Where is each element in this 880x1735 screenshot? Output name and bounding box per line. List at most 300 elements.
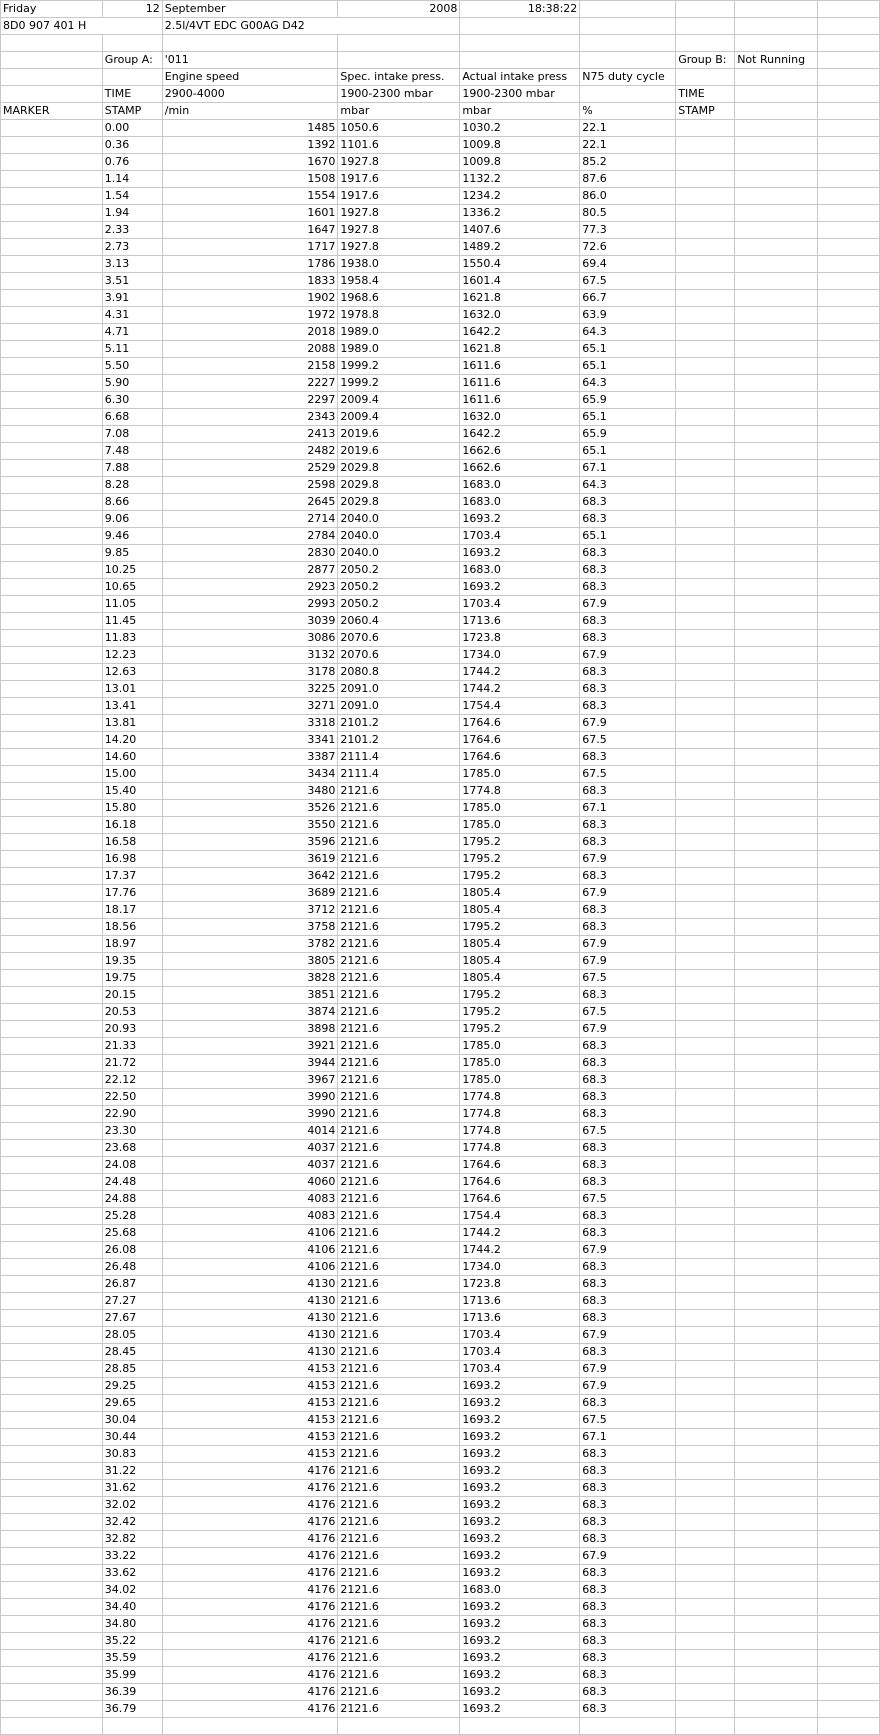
time-stamp-cell[interactable]: 5.11 <box>102 341 162 358</box>
empty-cell[interactable] <box>735 749 818 766</box>
empty-cell[interactable] <box>735 1310 818 1327</box>
empty-cell[interactable] <box>580 35 676 52</box>
empty-cell[interactable] <box>735 1718 818 1735</box>
empty-cell[interactable] <box>460 35 580 52</box>
empty-cell[interactable] <box>735 800 818 817</box>
empty-cell[interactable] <box>818 324 880 341</box>
engine-speed-cell[interactable]: 2877 <box>162 562 338 579</box>
empty-cell[interactable] <box>818 1004 880 1021</box>
empty-cell[interactable] <box>735 902 818 919</box>
empty-cell[interactable] <box>735 443 818 460</box>
time-stamp-cell[interactable]: 24.88 <box>102 1191 162 1208</box>
time-stamp-cell[interactable]: 22.90 <box>102 1106 162 1123</box>
engine-speed-cell[interactable]: 1392 <box>162 137 338 154</box>
engine-speed-cell[interactable]: 3039 <box>162 613 338 630</box>
n75-cell[interactable]: 65.1 <box>580 443 676 460</box>
empty-cell[interactable] <box>1 1650 103 1667</box>
empty-cell[interactable] <box>676 817 735 834</box>
empty-cell[interactable] <box>818 69 880 86</box>
n75-cell[interactable]: 68.3 <box>580 1446 676 1463</box>
empty-cell[interactable] <box>735 290 818 307</box>
engine-speed-cell[interactable]: 3526 <box>162 800 338 817</box>
empty-cell[interactable] <box>1 1004 103 1021</box>
empty-cell[interactable] <box>818 732 880 749</box>
time-stamp-cell[interactable]: 5.90 <box>102 375 162 392</box>
time-stamp-cell[interactable]: 15.40 <box>102 783 162 800</box>
n75-cell[interactable]: 68.3 <box>580 613 676 630</box>
time-stamp-cell[interactable]: 35.59 <box>102 1650 162 1667</box>
speed-range-cell[interactable]: 2900-4000 <box>162 86 338 103</box>
empty-cell[interactable] <box>1 1293 103 1310</box>
time-stamp-cell[interactable]: 2.33 <box>102 222 162 239</box>
engine-speed-cell[interactable]: 4083 <box>162 1208 338 1225</box>
engine-speed-cell[interactable]: 4176 <box>162 1633 338 1650</box>
engine-speed-cell[interactable]: 4083 <box>162 1191 338 1208</box>
empty-cell[interactable] <box>676 783 735 800</box>
time-stamp-cell[interactable]: 12.23 <box>102 647 162 664</box>
empty-cell[interactable] <box>1 1667 103 1684</box>
empty-cell[interactable] <box>1 1174 103 1191</box>
engine-speed-cell[interactable]: 4153 <box>162 1412 338 1429</box>
empty-cell[interactable] <box>735 1599 818 1616</box>
empty-cell[interactable] <box>818 970 880 987</box>
empty-cell[interactable] <box>676 766 735 783</box>
empty-cell[interactable] <box>735 919 818 936</box>
n75-cell[interactable]: 68.3 <box>580 681 676 698</box>
empty-cell[interactable] <box>735 613 818 630</box>
empty-cell[interactable] <box>735 120 818 137</box>
empty-cell[interactable] <box>1 1344 103 1361</box>
empty-cell[interactable] <box>676 324 735 341</box>
empty-cell[interactable] <box>818 188 880 205</box>
engine-speed-cell[interactable]: 3596 <box>162 834 338 851</box>
empty-cell[interactable] <box>1 851 103 868</box>
empty-cell[interactable] <box>1 1225 103 1242</box>
actual-intake-cell[interactable]: 1774.8 <box>460 1123 580 1140</box>
engine-speed-cell[interactable]: 4176 <box>162 1582 338 1599</box>
spec-intake-cell[interactable]: 1101.6 <box>338 137 460 154</box>
empty-cell[interactable] <box>676 834 735 851</box>
n75-cell[interactable]: 68.3 <box>580 664 676 681</box>
empty-cell[interactable] <box>735 1225 818 1242</box>
engine-speed-cell[interactable]: 1902 <box>162 290 338 307</box>
engine-speed-cell[interactable]: 2297 <box>162 392 338 409</box>
actual-intake-cell[interactable]: 1785.0 <box>460 800 580 817</box>
empty-cell[interactable] <box>818 1123 880 1140</box>
empty-cell[interactable] <box>676 851 735 868</box>
engine-speed-cell[interactable]: 4176 <box>162 1701 338 1718</box>
time-stamp-cell[interactable]: 0.36 <box>102 137 162 154</box>
actual-intake-cell[interactable]: 1703.4 <box>460 1344 580 1361</box>
actual-intake-cell[interactable]: 1693.2 <box>460 1548 580 1565</box>
empty-cell[interactable] <box>818 1225 880 1242</box>
spec-intake-cell[interactable]: 1968.6 <box>338 290 460 307</box>
n75-cell[interactable]: 68.3 <box>580 1089 676 1106</box>
empty-cell[interactable] <box>735 817 818 834</box>
empty-cell[interactable] <box>676 1174 735 1191</box>
empty-cell[interactable] <box>818 579 880 596</box>
empty-cell[interactable] <box>676 1480 735 1497</box>
actual-intake-cell[interactable]: 1785.0 <box>460 1038 580 1055</box>
n75-cell[interactable]: 68.3 <box>580 1463 676 1480</box>
empty-cell[interactable] <box>735 1 818 18</box>
actual-intake-cell[interactable]: 1693.2 <box>460 1514 580 1531</box>
empty-cell[interactable] <box>735 647 818 664</box>
time-stamp-cell[interactable]: 9.46 <box>102 528 162 545</box>
actual-intake-cell[interactable]: 1693.2 <box>460 1565 580 1582</box>
spec-intake-cell[interactable]: 2050.2 <box>338 579 460 596</box>
actual-intake-cell[interactable]: 1693.2 <box>460 1701 580 1718</box>
empty-cell[interactable] <box>818 1293 880 1310</box>
n75-cell[interactable]: 67.5 <box>580 766 676 783</box>
spec-intake-cell[interactable]: 1999.2 <box>338 375 460 392</box>
spec-intake-cell[interactable]: 2121.6 <box>338 1412 460 1429</box>
empty-cell[interactable] <box>676 1327 735 1344</box>
empty-cell[interactable] <box>1 1191 103 1208</box>
engine-speed-cell[interactable]: 3642 <box>162 868 338 885</box>
n75-cell[interactable]: 67.9 <box>580 1327 676 1344</box>
time-stamp-cell[interactable]: 14.60 <box>102 749 162 766</box>
spec-intake-cell[interactable]: 2121.6 <box>338 1259 460 1276</box>
empty-cell[interactable] <box>1 1089 103 1106</box>
empty-cell[interactable] <box>818 783 880 800</box>
spec-intake-cell[interactable]: 2121.6 <box>338 902 460 919</box>
n75-cell[interactable]: 68.3 <box>580 1225 676 1242</box>
engine-speed-cell[interactable]: 4153 <box>162 1429 338 1446</box>
n75-cell[interactable]: 68.3 <box>580 1344 676 1361</box>
time-stamp-cell[interactable]: 19.75 <box>102 970 162 987</box>
empty-cell[interactable] <box>735 1344 818 1361</box>
actual-intake-cell[interactable]: 1030.2 <box>460 120 580 137</box>
engine-speed-cell[interactable]: 4130 <box>162 1344 338 1361</box>
actual-intake-cell[interactable]: 1683.0 <box>460 562 580 579</box>
spec-intake-cell[interactable]: 2121.6 <box>338 1242 460 1259</box>
empty-cell[interactable] <box>818 1055 880 1072</box>
empty-cell[interactable] <box>818 987 880 1004</box>
spec-intake-cell[interactable]: 2121.6 <box>338 1548 460 1565</box>
empty-cell[interactable] <box>1 579 103 596</box>
actual-intake-cell[interactable]: 1009.8 <box>460 154 580 171</box>
empty-cell[interactable] <box>818 494 880 511</box>
empty-cell[interactable] <box>818 953 880 970</box>
actual-intake-cell[interactable]: 1774.8 <box>460 1089 580 1106</box>
spec-intake-cell[interactable]: 2121.6 <box>338 1378 460 1395</box>
n75-cell[interactable]: 68.3 <box>580 817 676 834</box>
empty-cell[interactable] <box>676 1293 735 1310</box>
empty-cell[interactable] <box>1 1565 103 1582</box>
empty-cell[interactable] <box>735 1684 818 1701</box>
spec-intake-cell[interactable]: 2121.6 <box>338 834 460 851</box>
empty-cell[interactable] <box>735 1650 818 1667</box>
actual-intake-cell[interactable]: 1662.6 <box>460 460 580 477</box>
empty-cell[interactable] <box>818 307 880 324</box>
time-stamp-cell[interactable]: 9.06 <box>102 511 162 528</box>
time-stamp-cell[interactable]: 1.54 <box>102 188 162 205</box>
empty-cell[interactable] <box>338 1718 460 1735</box>
empty-cell[interactable] <box>1 1480 103 1497</box>
spec-intake-cell[interactable]: 2070.6 <box>338 630 460 647</box>
time-stamp-cell[interactable]: 36.79 <box>102 1701 162 1718</box>
empty-cell[interactable] <box>735 1259 818 1276</box>
spec-intake-cell[interactable]: 2121.6 <box>338 919 460 936</box>
empty-cell[interactable] <box>818 817 880 834</box>
empty-cell[interactable] <box>1 1633 103 1650</box>
spec-intake-cell[interactable]: 2121.6 <box>338 1684 460 1701</box>
empty-cell[interactable] <box>818 511 880 528</box>
empty-cell[interactable] <box>818 596 880 613</box>
empty-cell[interactable] <box>676 35 735 52</box>
stamp-header[interactable]: STAMP <box>102 103 162 120</box>
empty-cell[interactable] <box>1 1514 103 1531</box>
empty-cell[interactable] <box>676 868 735 885</box>
empty-cell[interactable] <box>818 834 880 851</box>
engine-speed-cell[interactable]: 3828 <box>162 970 338 987</box>
time-stamp-cell[interactable]: 30.44 <box>102 1429 162 1446</box>
empty-cell[interactable] <box>676 596 735 613</box>
empty-cell[interactable] <box>676 1667 735 1684</box>
empty-cell[interactable] <box>676 1718 735 1735</box>
empty-cell[interactable] <box>1 239 103 256</box>
empty-cell[interactable] <box>818 1616 880 1633</box>
empty-cell[interactable] <box>735 1582 818 1599</box>
time-stamp-cell[interactable]: 18.97 <box>102 936 162 953</box>
empty-cell[interactable] <box>735 392 818 409</box>
time-stamp-cell[interactable]: 18.17 <box>102 902 162 919</box>
empty-cell[interactable] <box>676 1378 735 1395</box>
empty-cell[interactable] <box>818 698 880 715</box>
engine-speed-cell[interactable]: 3086 <box>162 630 338 647</box>
empty-cell[interactable] <box>676 1531 735 1548</box>
time-stamp-cell[interactable]: 26.08 <box>102 1242 162 1259</box>
engine-speed-cell[interactable]: 3990 <box>162 1106 338 1123</box>
empty-cell[interactable] <box>735 375 818 392</box>
time-stamp-cell[interactable]: 14.20 <box>102 732 162 749</box>
actual-intake-cell[interactable]: 1774.8 <box>460 1106 580 1123</box>
empty-cell[interactable] <box>735 137 818 154</box>
empty-cell[interactable] <box>818 715 880 732</box>
empty-cell[interactable] <box>735 1004 818 1021</box>
time-stamp-cell[interactable]: 22.50 <box>102 1089 162 1106</box>
spec-intake-cell[interactable]: 2121.6 <box>338 1038 460 1055</box>
empty-cell[interactable] <box>460 18 580 35</box>
engine-speed-cell[interactable]: 4176 <box>162 1684 338 1701</box>
empty-cell[interactable] <box>676 188 735 205</box>
empty-cell[interactable] <box>735 1174 818 1191</box>
empty-cell[interactable] <box>735 1667 818 1684</box>
empty-cell[interactable] <box>1 1446 103 1463</box>
empty-cell[interactable] <box>676 1582 735 1599</box>
spec-intake-cell[interactable]: 2121.6 <box>338 1531 460 1548</box>
spec-intake-cell[interactable]: 2121.6 <box>338 1616 460 1633</box>
n75-cell[interactable]: 67.5 <box>580 1412 676 1429</box>
spec-intake-cell[interactable]: 2121.6 <box>338 1463 460 1480</box>
time-stamp-cell[interactable]: 29.65 <box>102 1395 162 1412</box>
n75-cell[interactable]: 68.3 <box>580 494 676 511</box>
empty-cell[interactable] <box>1 35 103 52</box>
actual-intake-cell[interactable]: 1723.8 <box>460 1276 580 1293</box>
empty-cell[interactable] <box>1 409 103 426</box>
spec-intake-cell[interactable]: 2070.6 <box>338 647 460 664</box>
time-stamp-cell[interactable]: 28.05 <box>102 1327 162 1344</box>
empty-cell[interactable] <box>676 120 735 137</box>
empty-cell[interactable] <box>735 630 818 647</box>
empty-cell[interactable] <box>1 1361 103 1378</box>
n75-cell[interactable]: 67.9 <box>580 1361 676 1378</box>
engine-speed-cell[interactable]: 3550 <box>162 817 338 834</box>
spec-intake-cell[interactable]: 2040.0 <box>338 511 460 528</box>
empty-cell[interactable] <box>735 256 818 273</box>
actual-intake-cell[interactable]: 1785.0 <box>460 766 580 783</box>
empty-cell[interactable] <box>1 885 103 902</box>
time-stamp-cell[interactable]: 27.67 <box>102 1310 162 1327</box>
actual-intake-cell[interactable]: 1795.2 <box>460 851 580 868</box>
empty-cell[interactable] <box>1 562 103 579</box>
empty-cell[interactable] <box>818 1633 880 1650</box>
actual-intake-cell[interactable]: 1703.4 <box>460 1327 580 1344</box>
actual-intake-cell[interactable]: 1550.4 <box>460 256 580 273</box>
empty-cell[interactable] <box>735 1531 818 1548</box>
actual-unit-cell[interactable]: mbar <box>460 103 580 120</box>
spec-intake-cell[interactable]: 2091.0 <box>338 698 460 715</box>
empty-cell[interactable] <box>676 732 735 749</box>
empty-cell[interactable] <box>676 902 735 919</box>
empty-cell[interactable] <box>676 1633 735 1650</box>
spec-intake-cell[interactable]: 2121.6 <box>338 1157 460 1174</box>
n75-cell[interactable]: 68.3 <box>580 1174 676 1191</box>
empty-cell[interactable] <box>818 1310 880 1327</box>
time-stamp-cell[interactable]: 10.65 <box>102 579 162 596</box>
empty-cell[interactable] <box>1 120 103 137</box>
empty-cell[interactable] <box>1 970 103 987</box>
n75-cell[interactable]: 68.3 <box>580 1565 676 1582</box>
empty-cell[interactable] <box>818 1378 880 1395</box>
empty-cell[interactable] <box>1 154 103 171</box>
group-a-label[interactable]: Group A: <box>102 52 162 69</box>
day-cell[interactable]: Friday <box>1 1 103 18</box>
engine-speed-cell[interactable]: 2088 <box>162 341 338 358</box>
actual-intake-cell[interactable]: 1642.2 <box>460 324 580 341</box>
empty-cell[interactable] <box>735 494 818 511</box>
empty-cell[interactable] <box>735 1157 818 1174</box>
empty-cell[interactable] <box>818 1514 880 1531</box>
n75-cell[interactable]: 68.3 <box>580 1582 676 1599</box>
n75-cell[interactable]: 63.9 <box>580 307 676 324</box>
empty-cell[interactable] <box>818 630 880 647</box>
spec-intake-cell[interactable]: 2111.4 <box>338 749 460 766</box>
empty-cell[interactable] <box>818 1 880 18</box>
n75-cell[interactable]: 68.3 <box>580 1072 676 1089</box>
engine-speed-cell[interactable]: 3271 <box>162 698 338 715</box>
actual-intake-cell[interactable]: 1734.0 <box>460 1259 580 1276</box>
empty-cell[interactable] <box>735 103 818 120</box>
empty-cell[interactable] <box>818 1463 880 1480</box>
empty-cell[interactable] <box>735 1021 818 1038</box>
n75-cell[interactable]: 68.3 <box>580 1684 676 1701</box>
n75-cell[interactable]: 65.9 <box>580 392 676 409</box>
empty-cell[interactable] <box>676 1225 735 1242</box>
spec-intake-cell[interactable]: 2121.6 <box>338 1004 460 1021</box>
empty-cell[interactable] <box>676 1616 735 1633</box>
empty-cell[interactable] <box>676 613 735 630</box>
empty-cell[interactable] <box>818 749 880 766</box>
time-stamp-cell[interactable]: 16.58 <box>102 834 162 851</box>
n75-cell[interactable]: 65.1 <box>580 409 676 426</box>
engine-speed-cell[interactable]: 4176 <box>162 1480 338 1497</box>
actual-intake-cell[interactable]: 1764.6 <box>460 749 580 766</box>
empty-cell[interactable] <box>676 137 735 154</box>
n75-cell[interactable]: 68.3 <box>580 511 676 528</box>
n75-cell[interactable]: 68.3 <box>580 562 676 579</box>
empty-cell[interactable] <box>735 868 818 885</box>
empty-cell[interactable] <box>1 307 103 324</box>
empty-cell[interactable] <box>1 137 103 154</box>
engine-speed-cell[interactable]: 4153 <box>162 1361 338 1378</box>
empty-cell[interactable] <box>818 1361 880 1378</box>
empty-cell[interactable] <box>1 613 103 630</box>
empty-cell[interactable] <box>1 273 103 290</box>
empty-cell[interactable] <box>1 1463 103 1480</box>
empty-cell[interactable] <box>818 1548 880 1565</box>
spec-intake-cell[interactable]: 2121.6 <box>338 1667 460 1684</box>
empty-cell[interactable] <box>735 205 818 222</box>
engine-speed-cell[interactable]: 1554 <box>162 188 338 205</box>
empty-cell[interactable] <box>818 800 880 817</box>
group-b-value[interactable]: Not Running <box>735 52 818 69</box>
spec-intake-cell[interactable]: 2121.6 <box>338 800 460 817</box>
actual-intake-cell[interactable]: 1744.2 <box>460 681 580 698</box>
engine-speed-cell[interactable]: 2784 <box>162 528 338 545</box>
actual-intake-cell[interactable]: 1754.4 <box>460 698 580 715</box>
actual-intake-cell[interactable]: 1693.2 <box>460 1480 580 1497</box>
spec-intake-cell[interactable]: 2019.6 <box>338 426 460 443</box>
empty-cell[interactable] <box>735 426 818 443</box>
actual-intake-cell[interactable]: 1805.4 <box>460 902 580 919</box>
n75-cell[interactable]: 67.9 <box>580 953 676 970</box>
empty-cell[interactable] <box>735 358 818 375</box>
actual-intake-cell[interactable]: 1785.0 <box>460 817 580 834</box>
empty-cell[interactable] <box>735 1089 818 1106</box>
spec-intake-cell[interactable]: 2121.6 <box>338 1599 460 1616</box>
n75-cell[interactable]: 67.9 <box>580 647 676 664</box>
engine-speed-cell[interactable]: 3990 <box>162 1089 338 1106</box>
spec-intake-cell[interactable]: 1927.8 <box>338 239 460 256</box>
empty-cell[interactable] <box>1 902 103 919</box>
engine-speed-cell[interactable]: 3967 <box>162 1072 338 1089</box>
empty-cell[interactable] <box>818 426 880 443</box>
engine-speed-cell[interactable]: 4130 <box>162 1310 338 1327</box>
empty-cell[interactable] <box>818 902 880 919</box>
engine-speed-cell[interactable]: 2923 <box>162 579 338 596</box>
empty-cell[interactable] <box>676 630 735 647</box>
spec-intake-cell[interactable]: 1927.8 <box>338 205 460 222</box>
empty-cell[interactable] <box>1 715 103 732</box>
n75-cell[interactable]: 22.1 <box>580 137 676 154</box>
engine-speed-cell[interactable]: 4176 <box>162 1548 338 1565</box>
empty-cell[interactable] <box>1 987 103 1004</box>
spec-intake-cell[interactable]: 2121.6 <box>338 1310 460 1327</box>
n75-cell[interactable]: 68.3 <box>580 579 676 596</box>
empty-cell[interactable] <box>676 1497 735 1514</box>
n75-cell[interactable]: 67.1 <box>580 1429 676 1446</box>
empty-cell[interactable] <box>1 1310 103 1327</box>
empty-cell[interactable] <box>1 1106 103 1123</box>
engine-speed-cell[interactable]: 2714 <box>162 511 338 528</box>
empty-cell[interactable] <box>735 409 818 426</box>
spec-range-cell[interactable]: 1900-2300 mbar <box>338 86 460 103</box>
empty-cell[interactable] <box>818 460 880 477</box>
time-header[interactable]: TIME <box>102 86 162 103</box>
spec-intake-cell[interactable]: 2121.6 <box>338 1140 460 1157</box>
